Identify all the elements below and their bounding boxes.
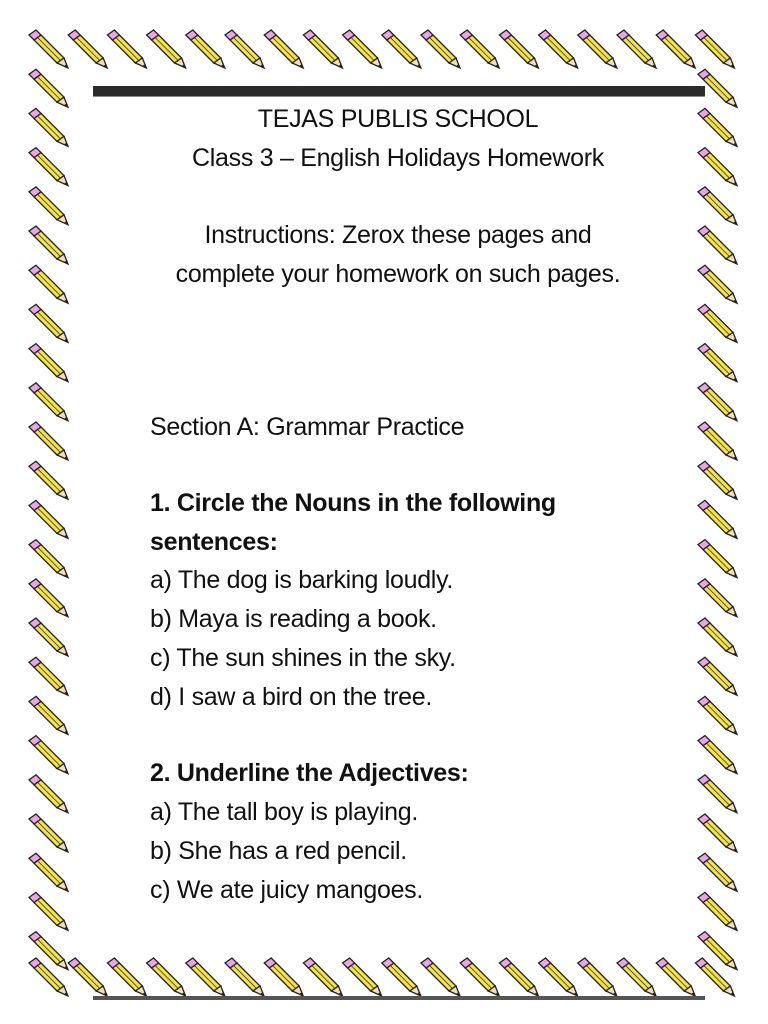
q1-item-a: a) The dog is barking loudly. <box>150 566 454 594</box>
pencil-icon <box>499 958 538 996</box>
pencil-icon <box>698 736 737 774</box>
pencil-icon <box>698 383 737 421</box>
instructions-line-2: complete your homework on such pages. <box>175 260 621 288</box>
pencil-icon <box>698 108 737 146</box>
pencil-icon <box>225 958 264 996</box>
pencil-icon <box>698 422 737 460</box>
pencil-icon <box>343 958 382 996</box>
pencil-icon <box>29 108 68 146</box>
pencil-icon <box>698 461 737 499</box>
class-title: Class 3 – English Holidays Homework <box>192 144 604 172</box>
pencil-icon <box>343 30 382 68</box>
pencil-icon <box>698 853 737 891</box>
q2-item-c: c) We ate juicy mangoes. <box>150 876 424 904</box>
pencil-icon <box>382 958 421 996</box>
pencil-icon <box>698 657 737 695</box>
pencil-icon <box>698 696 737 734</box>
pencil-icon <box>186 30 225 68</box>
pencil-icon <box>29 265 68 303</box>
bottom-rule <box>93 996 705 1000</box>
pencil-icon <box>460 30 499 68</box>
pencil-icon <box>29 540 68 578</box>
pencil-icon <box>698 148 737 186</box>
pencil-icon <box>29 775 68 813</box>
pencil-icon <box>186 958 225 996</box>
question-1-title: 1. Circle the Nouns in the following <box>150 489 556 517</box>
pencil-icon <box>303 958 342 996</box>
pencil-icon <box>29 148 68 186</box>
pencil-icon <box>698 265 737 303</box>
pencil-icon <box>29 187 68 225</box>
pencil-icon <box>29 696 68 734</box>
pencil-icon <box>68 30 107 68</box>
pencil-icon <box>29 892 68 930</box>
pencil-icon <box>698 892 737 930</box>
pencil-icon <box>539 958 578 996</box>
pencil-icon <box>421 958 460 996</box>
pencil-icon <box>656 30 695 68</box>
pencil-icon <box>656 958 695 996</box>
section-a-title: Section A: Grammar Practice <box>150 413 465 441</box>
pencil-icon <box>225 30 264 68</box>
pencil-icon <box>578 958 617 996</box>
question-2-title: 2. Underline the Adjectives: <box>150 759 469 787</box>
pencil-icon <box>107 30 146 68</box>
pencil-icon <box>29 344 68 382</box>
pencil-icon <box>29 657 68 695</box>
pencil-icon <box>147 958 186 996</box>
pencil-icon <box>698 540 737 578</box>
school-name: TEJAS PUBLIS SCHOOL <box>257 105 539 133</box>
pencil-icon <box>382 30 421 68</box>
pencil-icon <box>29 618 68 656</box>
pencil-icon <box>29 461 68 499</box>
pencil-icon <box>29 304 68 342</box>
pencil-icon <box>29 422 68 460</box>
pencil-icon <box>460 958 499 996</box>
pencil-icon <box>698 618 737 656</box>
pencil-icon <box>147 30 186 68</box>
pencil-icon <box>698 579 737 617</box>
pencil-icon <box>698 344 737 382</box>
pencil-icon <box>29 383 68 421</box>
q1-item-c: c) The sun shines in the sky. <box>150 644 456 672</box>
pencil-icon <box>29 30 68 68</box>
pencil-icon <box>29 69 68 107</box>
pencil-icon <box>29 500 68 538</box>
q2-item-b: b) She has a red pencil. <box>150 837 407 865</box>
pencil-icon <box>303 30 342 68</box>
pencil-icon <box>698 500 737 538</box>
q2-item-a: a) The tall boy is playing. <box>150 798 418 826</box>
pencil-icon <box>698 187 737 225</box>
pencil-icon <box>617 958 656 996</box>
pencil-icon <box>29 814 68 852</box>
pencil-icon <box>29 226 68 264</box>
pencil-icon <box>421 30 460 68</box>
q1-item-d: d) I saw a bird on the tree. <box>150 683 433 711</box>
pencil-icon <box>29 736 68 774</box>
pencil-icon <box>29 853 68 891</box>
pencil-icon <box>695 30 734 68</box>
pencil-icon <box>68 958 107 996</box>
pencil-icon <box>29 579 68 617</box>
pencil-icon <box>698 304 737 342</box>
pencil-icon <box>698 775 737 813</box>
pencil-icon <box>107 958 146 996</box>
pencil-icon <box>264 958 303 996</box>
instructions-line-1: Instructions: Zerox these pages and <box>204 221 592 249</box>
pencil-icon <box>578 30 617 68</box>
pencil-icon <box>539 30 578 68</box>
pencil-icon <box>499 30 538 68</box>
q1-item-b: b) Maya is reading a book. <box>150 605 437 633</box>
question-1-title-cont: sentences: <box>150 528 278 556</box>
pencil-icon <box>698 226 737 264</box>
pencil-icon <box>264 30 303 68</box>
pencil-icon <box>698 814 737 852</box>
top-rule <box>93 86 705 97</box>
pencil-icon <box>617 30 656 68</box>
